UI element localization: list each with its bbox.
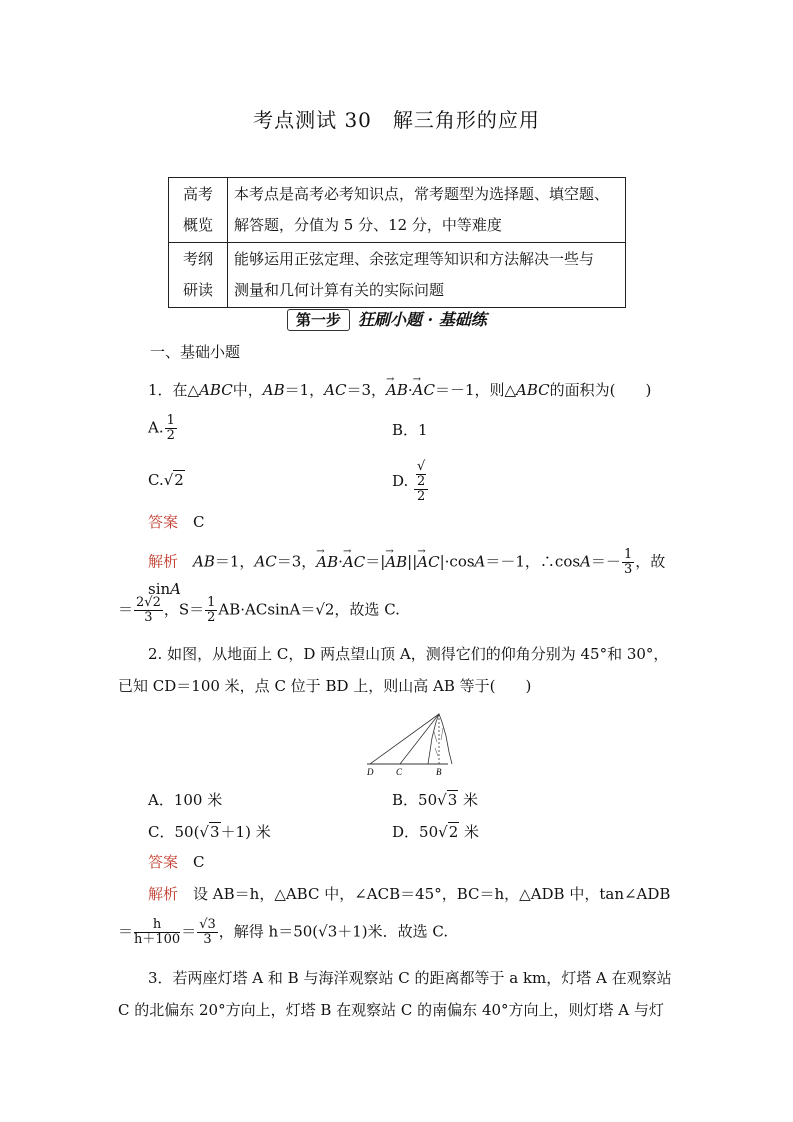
overview-text-line: 测量和几何计算有关的实际问题: [234, 281, 445, 299]
text: 米: [458, 791, 479, 809]
overview-head-line: 高考: [182, 185, 213, 203]
numerator: 2√2: [136, 595, 161, 610]
option-label: C.: [148, 471, 164, 489]
q1-stem: [148, 378, 718, 402]
q2-stem-line1: 2. 如图，从地面上 C，D 两点望山顶 A，测得它们的仰角分别为 45°和 30°，: [148, 645, 669, 663]
numerator: √3: [199, 917, 216, 932]
text: ＝－1，∴cos: [485, 552, 581, 571]
q2-option-c: C．50(√3＋1) 米: [148, 823, 271, 841]
denominator: h＋100: [134, 932, 181, 947]
q3-stem-line1: 3．若两座灯塔 A 和 B 与海洋观察站 C 的距离都等于 a km，灯塔 A 在观察站: [148, 969, 672, 987]
mountain-figure: [362, 708, 462, 778]
text: AB: [262, 381, 285, 399]
overview-head-gaokao: [169, 178, 228, 243]
sqrt-radicand: 2: [174, 471, 184, 489]
overview-text-gaokao: [228, 178, 626, 243]
text: B．50: [392, 791, 438, 809]
denominator: 3: [203, 932, 212, 947]
text: ·: [338, 552, 343, 571]
sqrt-radicand: 3: [447, 791, 458, 809]
text: C．50(: [148, 823, 200, 841]
vector-ac: → AC: [343, 550, 365, 574]
step-banner: [287, 307, 487, 329]
overview-text-line: 解答题，分值为 5 分、12 分，中等难度: [234, 216, 502, 234]
text: |·cos: [439, 552, 475, 571]
text: ，故 sin: [148, 552, 666, 598]
fraction: [622, 548, 634, 577]
q2-stem-line2: 已知 CD＝100 米，点 C 位于 BD 上，则山高 AB 等于( ): [118, 677, 532, 695]
analysis-label: 解析: [148, 885, 179, 903]
option-label: D.: [392, 472, 409, 490]
fraction: [134, 918, 180, 947]
numerator: 1: [207, 595, 216, 610]
fraction: [414, 460, 428, 504]
vector-ac: → AC: [413, 378, 435, 402]
overview-head-line: 考纲: [182, 250, 213, 268]
text: 的面积为( ): [549, 381, 652, 399]
answer-label: 答案: [148, 853, 179, 871]
numerator: 1: [623, 547, 633, 562]
vector-ab: → AB: [385, 550, 407, 574]
q1-analysis-line1: 解析 AB＝1，AC＝3，→ AB·→ AC＝|→ AB||→ AC|·cosA＝－1，∴cosA＝－ $\frac{1}{3}$ ，故 sinA: [148, 548, 688, 601]
text: D．50: [392, 823, 439, 841]
text: ，S＝: [163, 600, 205, 619]
q2-option-a: A．100 米: [148, 791, 223, 809]
denominator: 2: [207, 610, 216, 625]
text: AB: [193, 552, 215, 571]
section-heading: 一、基础小题: [150, 343, 241, 361]
overview-table: [168, 177, 626, 308]
label-c: C: [396, 767, 403, 777]
q2-analysis-line2: [118, 918, 688, 947]
q2-answer: [148, 850, 718, 874]
text: ＋1) 米: [220, 823, 271, 841]
text: ，解得 h＝50(√3＋1)米．故选 C.: [218, 922, 449, 941]
text: ||: [407, 552, 418, 571]
text: 中，: [232, 381, 263, 399]
answer-value: C: [193, 513, 205, 531]
analysis-label: 解析: [148, 552, 179, 571]
q1-option-d: [392, 460, 592, 504]
q2-option-b: B．50√3 米: [392, 791, 479, 809]
page-title: 考点测试 30 解三角形的应用: [253, 108, 540, 132]
vector-ac: → AC: [417, 550, 439, 574]
q3-stem-line2: C 的北偏东 20°方向上，灯塔 B 在观察站 C 的南偏东 40°方向上，则灯塔 A 与灯: [118, 1001, 664, 1019]
text: ＝3，: [346, 381, 386, 399]
denominator: 2: [166, 428, 175, 443]
denominator: 3: [623, 562, 633, 577]
denominator: 2: [417, 489, 426, 504]
answer-label: 答案: [148, 513, 179, 531]
text: ＝|: [365, 552, 386, 571]
overview-head-line: 概览: [182, 216, 213, 234]
vector-ab: → AB: [386, 378, 408, 402]
text: ABC: [516, 381, 550, 399]
q1-option-b: B．1: [392, 421, 428, 439]
text: ＝3，: [276, 552, 317, 571]
text: ＝: [118, 922, 134, 941]
overview-head-line: 研读: [182, 281, 213, 299]
overview-text-line: 能够运用正弦定理、余弦定理等知识和方法解决一些与: [234, 250, 595, 268]
text: AB·ACsinA＝√2，故选 C.: [218, 600, 400, 619]
q1-option-c: C.√2: [148, 471, 184, 489]
text: AC: [324, 381, 347, 399]
text: 米: [459, 823, 480, 841]
fraction: [197, 918, 218, 947]
q2-analysis-line1: [148, 882, 688, 906]
sqrt-radicand: 3: [209, 823, 220, 841]
mountain-outline: [428, 714, 452, 764]
overview-text-line: 本考点是高考必考知识点，常考题型为选择题、填空题、: [234, 185, 610, 203]
answer-value: C: [193, 853, 205, 871]
fraction: [205, 596, 217, 625]
text: ABC: [199, 381, 233, 399]
text: ＝－1，则△: [434, 381, 517, 399]
label-b: B: [436, 767, 442, 777]
fraction: [134, 596, 163, 625]
option-label: A.: [148, 418, 164, 437]
q2-option-d: D．50√2 米: [392, 823, 480, 841]
numerator: 1: [166, 413, 175, 428]
step-box: 第一步: [287, 309, 350, 331]
text: ＝: [181, 922, 197, 941]
sight-line-d: [370, 714, 439, 764]
text: ＝－: [590, 552, 621, 571]
text: ＝: [118, 600, 134, 619]
text: 设 AB＝h，△ABC 中，∠ACB＝45°，BC＝h，△ADB 中，tan∠ADB: [193, 885, 671, 903]
mountain-hatching: [434, 728, 443, 756]
numerator: h: [134, 918, 180, 933]
step-text: 狂刷小题 · 基础练: [358, 310, 487, 329]
sqrt-radicand: 2: [448, 823, 459, 841]
q1-analysis-line2: [118, 596, 688, 625]
sight-line-c: [400, 714, 439, 764]
overview-head-kaogang: [169, 243, 228, 308]
numerator: √ 2: [414, 460, 428, 490]
text: ＝1，: [214, 552, 255, 571]
sqrt-radicand: 2: [417, 474, 426, 489]
vector-ab: → AB: [316, 550, 338, 574]
fraction: [165, 414, 177, 443]
text: AC: [254, 552, 277, 571]
q1-option-a: [148, 414, 368, 443]
text: ·: [407, 381, 413, 399]
denominator: 3: [144, 610, 153, 625]
overview-text-kaogang: [228, 243, 626, 308]
label-d: D: [367, 767, 374, 777]
text: 1．在△: [148, 381, 200, 399]
text: ＝1，: [284, 381, 325, 399]
q1-answer: [148, 510, 718, 534]
